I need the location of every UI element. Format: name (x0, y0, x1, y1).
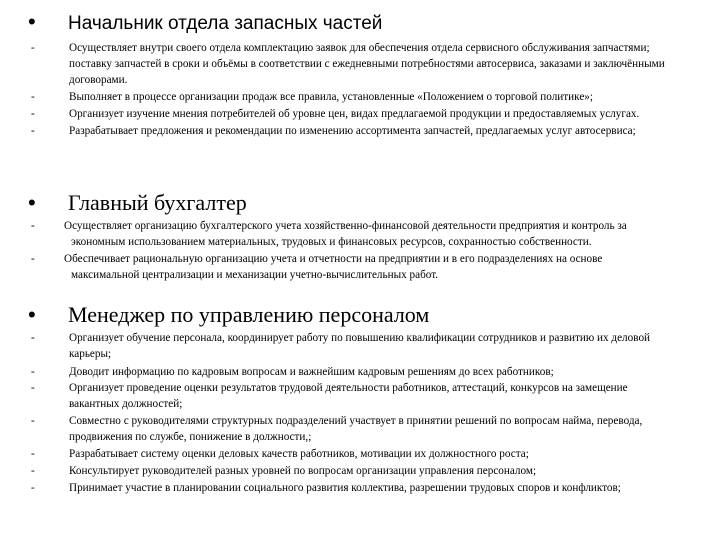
list-item (28, 123, 678, 139)
bullet-icon: • (28, 9, 36, 34)
dash-marker: - (31, 482, 35, 494)
list-item (28, 364, 678, 380)
list-item (28, 480, 678, 496)
list-item-text: Осуществляет организацию бухгалтерского учета хозяйственно-финансовой деятельности предприятия и контроль за экономным использованием материальных, трудовых и финансовых ресурсов, сохранностью собственности. (64, 220, 627, 248)
list-item-text: Выполняет в процессе организации продаж все правила, установленные «Положением о торговой политике»; (69, 91, 593, 103)
dash-marker: - (31, 332, 35, 344)
dash-marker: - (31, 108, 35, 120)
list-item-text: Совместно с руководителями структурных подразделений участвует в принятии решений по вопросам найма, перевода, продвижения по службе, понижение в должности,; (69, 415, 643, 443)
list-item-text: Организует проведение оценки результатов трудовой деятельности работников, аттестаций, конкурсов на замещение вакантных должностей; (69, 382, 628, 410)
section-title: Главный бухгалтер (68, 190, 247, 215)
list-item (28, 330, 678, 362)
dash-marker: - (31, 415, 35, 427)
list-item-text: Обеспечивает рациональную организацию учета и отчетности на предприятии и в его подразделениях на основе максимальной централизации и механизации учетно-вычислительных работ. (64, 253, 603, 281)
list-item (28, 106, 678, 122)
duties-list (28, 218, 668, 283)
section-heading-chief-accountant (28, 190, 247, 216)
duties-list (28, 330, 678, 496)
dash-marker: - (31, 448, 35, 460)
list-item (28, 380, 678, 412)
section-title: Менеджер по управлению персоналом (68, 302, 430, 327)
list-item-text: Разрабатывает систему оценки деловых качеств работников, мотивации их должностного роста; (69, 448, 529, 460)
list-item (28, 40, 678, 88)
list-item-text: Доводит информацию по кадровым вопросам и важнейшим кадровым решениям до всех работников; (69, 366, 554, 378)
dash-marker: - (31, 465, 35, 477)
list-item-text: Организует обучение персонала, координирует работу по повышению квалификации сотрудников и развитию их деловой карьеры; (69, 332, 651, 360)
bullet-icon: • (28, 302, 36, 327)
duties-list (28, 40, 678, 139)
bullet-icon: • (28, 190, 36, 215)
list-item-text: Принимает участие в планировании социального развития коллектива, разрешении трудовых споров и конфликтов; (69, 482, 621, 494)
section-heading-parts-manager (28, 9, 382, 35)
list-item (28, 89, 678, 105)
list-item (28, 463, 678, 479)
dash-marker: - (31, 91, 35, 103)
section-title: Начальник отдела запасных частей (68, 13, 383, 34)
list-item-text: Консультирует руководителей разных уровней по вопросам организации управления персоналом; (69, 465, 537, 477)
list-item-text: Разрабатывает предложения и рекомендации по изменению ассортимента запчастей, предлагаемых услуг автосервиса; (69, 125, 636, 137)
dash-marker: - (31, 382, 35, 394)
list-item (28, 446, 678, 462)
list-item-text: Организует изучение мнения потребителей об уровне цен, видах предлагаемой продукции и предоставляемых услугах. (69, 108, 640, 120)
dash-marker: - (31, 42, 35, 54)
section-heading-hr-manager (28, 302, 429, 328)
list-item (28, 218, 668, 250)
dash-marker: - (31, 220, 35, 232)
list-item (28, 251, 668, 283)
dash-marker: - (31, 125, 35, 137)
list-item (28, 413, 678, 445)
dash-marker: - (31, 366, 35, 378)
dash-marker: - (31, 253, 35, 265)
list-item-text: Осуществляет внутри своего отдела комплектацию заявок для обеспечения отдела сервисного обслуживания запчастями; поставку запчастей в сроки и объёмы в соответствии с ежедневными потребностями автосервиса, заказами и заключёнными договорами. (69, 42, 665, 86)
